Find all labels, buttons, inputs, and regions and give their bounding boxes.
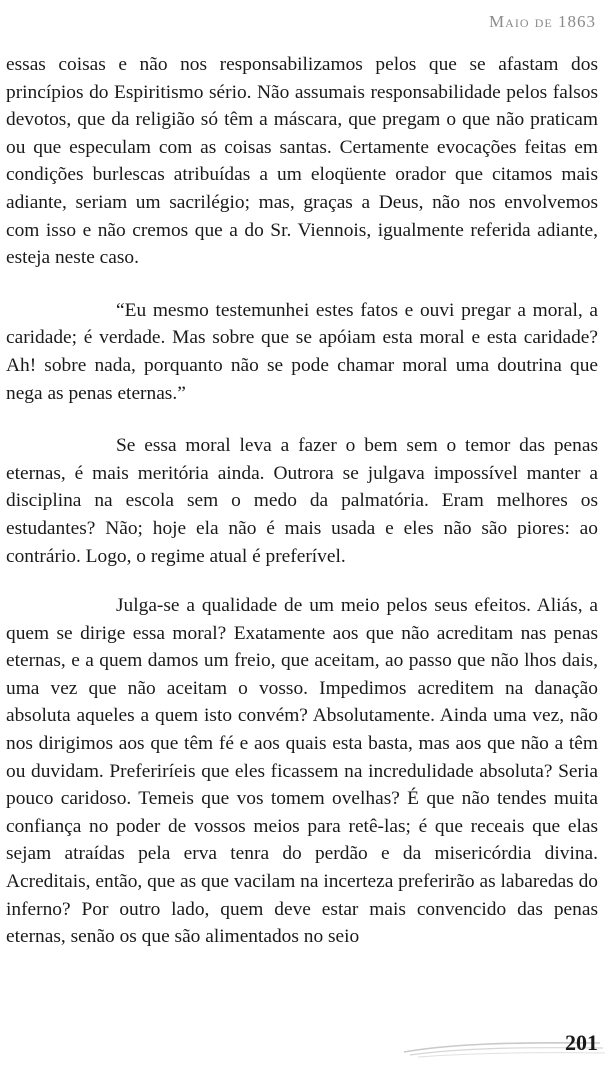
page-number: 201 — [565, 1030, 598, 1055]
paragraph: Julga-se a qualidade de um meio pelos seus efeitos. Aliás, a quem se dirige essa moral? Exatamente aos que não acreditam nas penas eternas, e a quem damos um freio, que aceitam, ao passo que não lhos dais, uma vez que não aceitam o vosso. Impedimos acreditem na danação absoluta aqueles a quem isto convém? Absolutamente. Ainda uma vez, não nos dirigimos aos que têm fé e aos quais esta basta, mas aos que não a têm ou duvidam. Preferiríeis que eles ficassem na incredulidade absoluta? Seria pouco caridoso. Temeis que vos tomem ovelhas? É que não tendes muita confiança no poder de vossos meios para retê-las; é que receais que elas sejam atraídas pela erva tenra do perdão e da misericórdia divina. Acreditais, então, que as que vacilam na incerteza preferirão as labaredas do inferno? Por outro lado, quem deve estar mais convencido das penas eternas, senão os que são alimentados no seio — [6, 595, 598, 948]
paragraph: Se essa moral leva a fazer o bem sem o temor das penas eternas, é mais meritória ainda. Outrora se julgava impossível manter a disciplina na escola sem o medo da palmatória. Eram melhores os estudantes? Não; hoje ela não é mais usada e eles não são piores: ao contrário. Logo, o regime atual é preferível. — [6, 435, 598, 567]
page-body — [6, 51, 598, 951]
paragraph: essas coisas e não nos responsabilizamos pelos que se afastam dos princípios do Espiritismo sério. Não assumais responsabilidade pelos falsos devotos, que da religião só têm a máscara, que pregam o que não praticam ou que especulam com as coisas santas. Certamente evocações feitas em condições burlescas atribuídas a um eloqüente orador que citamos mais adiante, seriam um sacrilégio; mas, graças a Deus, não nos envolvemos com isso e não cremos que a do Sr. Viennois, igualmente referida adiante, esteja neste caso. — [6, 54, 598, 269]
quote-paragraph: “Eu mesmo testemunhei estes fatos e ouvi pregar a moral, a caridade; é verdade. Mas sobre que se apóiam esta moral e esta caridade? Ah! sobre nada, porquanto não se pode chamar moral uma doutrina que nega as penas eternas.” — [6, 299, 598, 404]
running-header: Maio de 1863 — [489, 12, 596, 31]
